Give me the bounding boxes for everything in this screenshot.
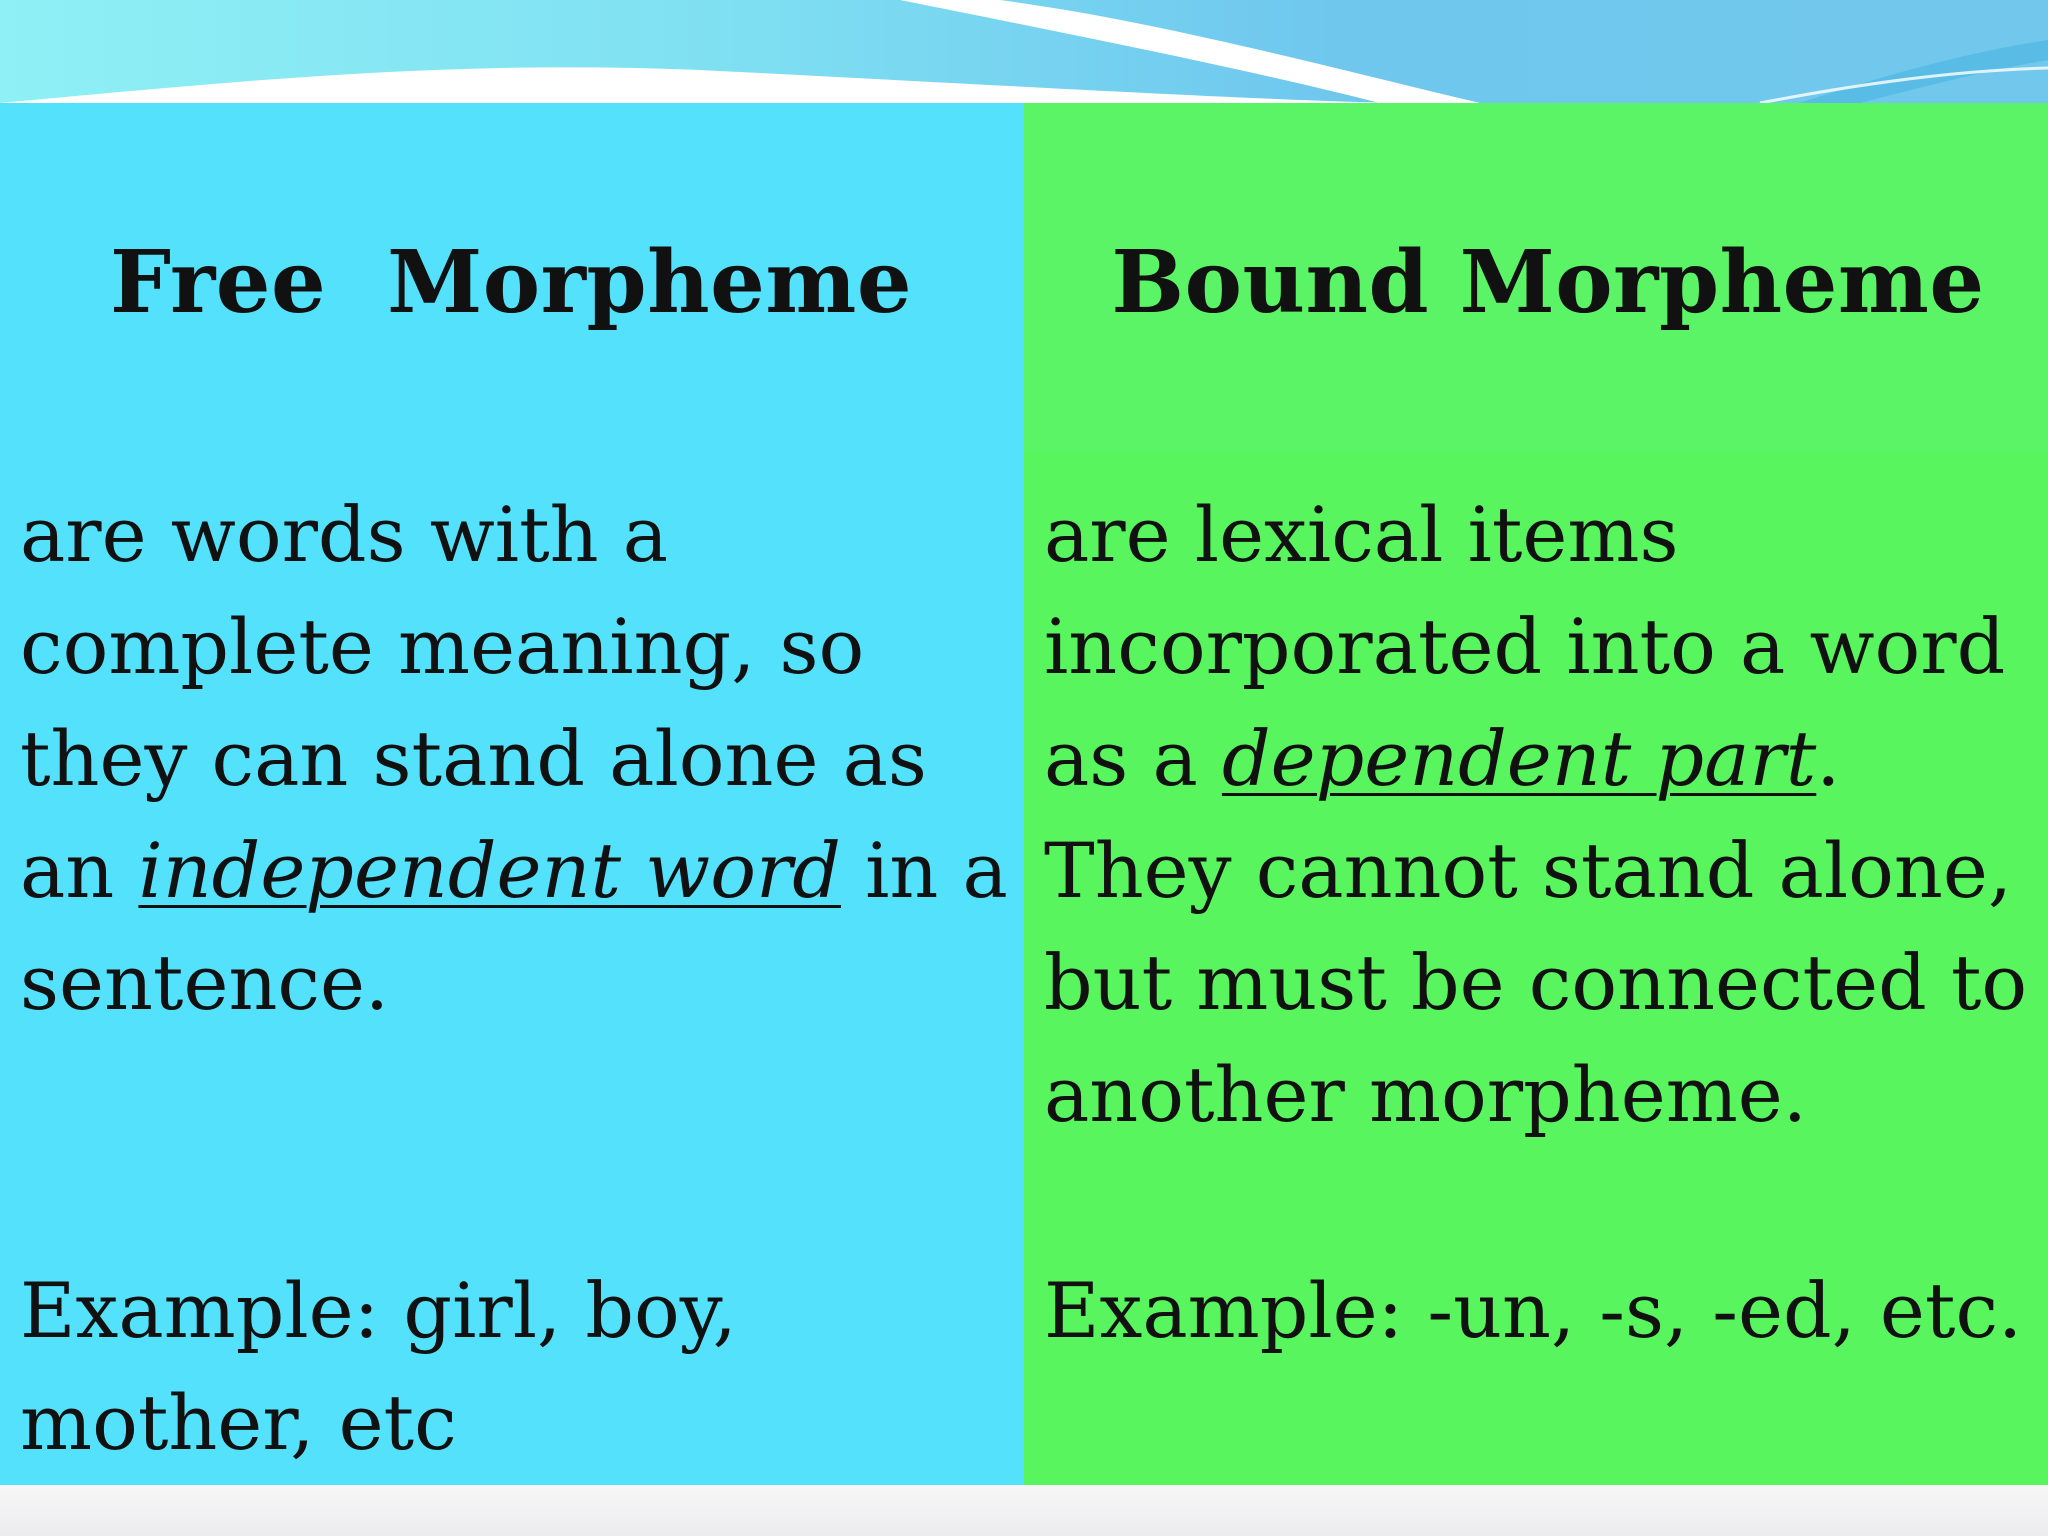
bound-morpheme-example: Example: -un, -s, -ed, etc. — [1044, 1266, 2023, 1355]
bound-morpheme-column — [1024, 103, 2048, 1485]
bound-morpheme-definition — [1044, 479, 2034, 1151]
free-definition-emphasis: independent word — [138, 826, 841, 915]
free-definition-text-end: in a sentence. — [20, 826, 1008, 1027]
free-definition-text: are words with a complete meaning, so they can stand alone as an — [20, 490, 927, 915]
bound-definition-text: are lexical items incorporated into a word as a — [1044, 490, 2006, 803]
bound-definition-emphasis: dependent part — [1221, 714, 1817, 803]
free-morpheme-column — [0, 103, 1024, 1485]
morpheme-comparison-table — [0, 103, 2048, 1485]
slide-bottom-strip — [0, 1485, 2048, 1536]
bound-definition-text-end: . They cannot stand alone, but must be connected to another morpheme. — [1044, 714, 2028, 1139]
decorative-wave-band — [0, 0, 2048, 103]
bound-morpheme-heading: Bound Morpheme — [1111, 232, 1985, 333]
free-morpheme-heading: Free Morpheme — [109, 232, 913, 333]
free-morpheme-definition — [20, 479, 1010, 1039]
free-morpheme-example: Example: girl, boy, mother, etc — [20, 1266, 737, 1467]
wave-decoration — [0, 0, 2048, 103]
